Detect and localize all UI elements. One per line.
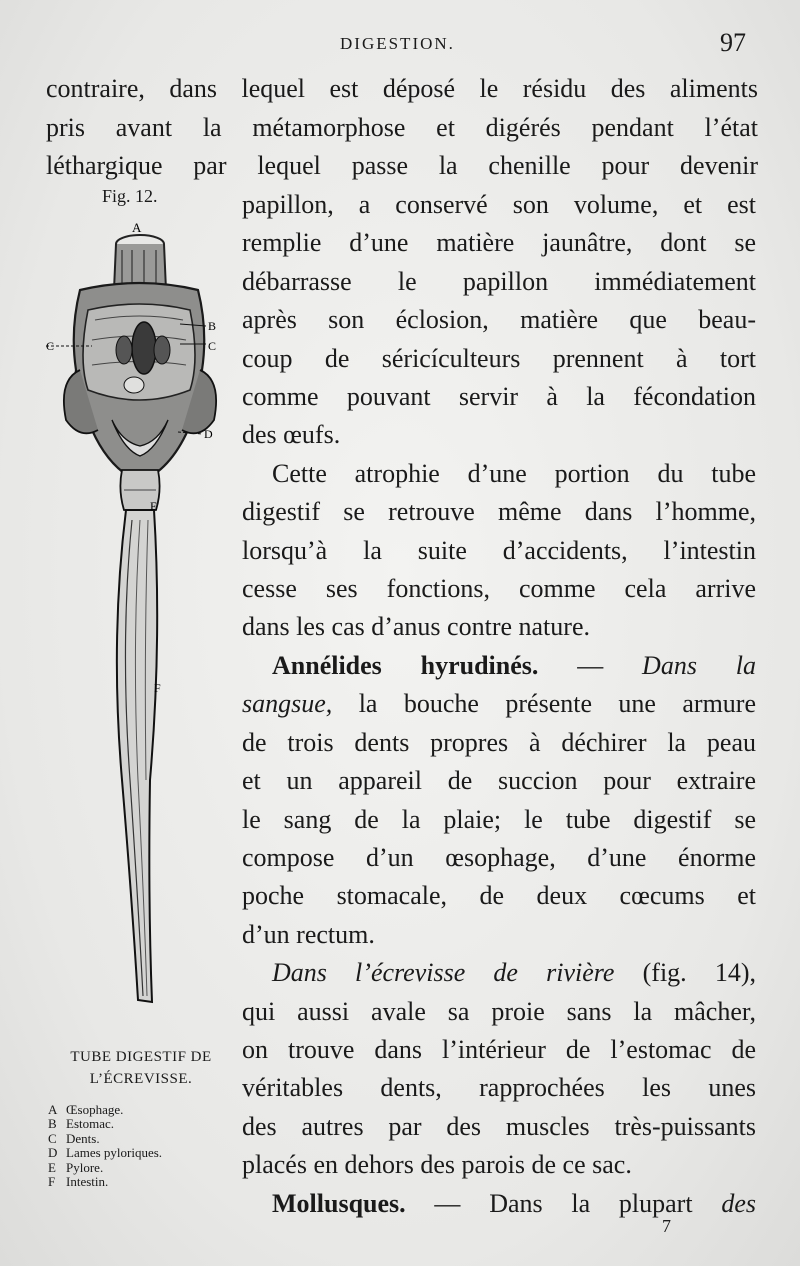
legend-text: Estomac. xyxy=(66,1116,115,1132)
legend-row xyxy=(48,1117,162,1131)
italic-text: Dans l’écrevisse de rivière xyxy=(272,958,615,988)
legend-key: A xyxy=(48,1102,58,1117)
digestive-tube-drawing xyxy=(40,220,240,1020)
text-line: léthargique par lequel passe la chenille pour devenir xyxy=(46,151,758,180)
text-line: digestif se retrouve même dans l’homme, xyxy=(242,497,756,527)
text-line: cesse ses fonctions, comme cela arrive xyxy=(242,574,756,604)
legend-key: C xyxy=(48,1130,57,1146)
page-number: 97 xyxy=(720,28,746,57)
legend-key: B xyxy=(48,1116,57,1132)
full-width-text xyxy=(46,70,758,186)
legend-key: F xyxy=(48,1174,56,1190)
text-line: contraire, dans lequel est déposé le résidu des aliments xyxy=(46,74,758,103)
legend-row xyxy=(48,1146,162,1160)
em-dash: — xyxy=(538,650,643,680)
legend-key: E xyxy=(48,1159,56,1175)
paragraph-start-line: Cette atrophie d’une portion du tube xyxy=(272,458,756,488)
legend-row xyxy=(48,1132,162,1146)
text-line: d’un rectum. xyxy=(242,919,375,949)
section-heading-line xyxy=(242,1185,756,1223)
text-line: papillon, a conservé son volume, et est xyxy=(242,190,756,219)
section-heading-line xyxy=(242,647,756,685)
text-line: coup de séricículteurs prennent à tort xyxy=(242,343,756,373)
legend-row xyxy=(48,1103,162,1117)
text-line: lorsqu’à la suite d’accidents, l’intestin xyxy=(242,535,756,565)
running-header xyxy=(0,28,800,62)
figure-label: Fig. 12. xyxy=(102,186,158,206)
text-line: le sang de la plaie; le tube digestif se xyxy=(242,804,756,834)
text-line: véritables dents, rapprochées les unes xyxy=(242,1073,756,1103)
text-line: pris avant la métamorphose et digérés pendant l’état xyxy=(46,112,758,142)
legend-text: Dents. xyxy=(66,1130,100,1146)
text-line: comme pouvant servir à la fécondation xyxy=(242,382,756,412)
section-heading-annelides: Annélides hyrudinés. xyxy=(272,650,539,680)
signature-mark: 7 xyxy=(662,1216,671,1236)
text-line: compose d’un œsophage, d’une énorme xyxy=(242,842,756,872)
text-line: et un appareil de succion pour extraire xyxy=(242,766,756,796)
italic-text: des xyxy=(721,1188,756,1218)
text-run: — Dans la plupart xyxy=(405,1188,722,1218)
figure-marker-e: E xyxy=(150,499,158,513)
italic-text: Dans la xyxy=(642,650,756,680)
legend-row xyxy=(48,1161,162,1175)
figure-marker-c-left: C xyxy=(46,339,55,353)
text-run: (fig. 14), xyxy=(614,958,756,988)
text-line: qui aussi avale sa proie sans la mâcher, xyxy=(242,996,756,1026)
text-line: remplie d’une matière jaunâtre, dont se xyxy=(242,228,756,258)
figure-marker-f: F xyxy=(154,681,161,695)
text-line: dans les cas d’anus contre nature. xyxy=(242,612,590,642)
legend-text: Lames pyloriques. xyxy=(66,1145,163,1161)
text-line: on trouve dans l’intérieur de l’estomac de xyxy=(242,1034,756,1064)
caption-line: TUBE DIGESTIF DE xyxy=(70,1049,212,1065)
italic-text: sangsue, xyxy=(242,689,333,719)
legend-text: Pylore. xyxy=(66,1159,104,1175)
section-heading-mollusques: Mollusques. xyxy=(272,1188,406,1218)
legend-text: Intestin. xyxy=(66,1174,109,1190)
text-line: des œufs. xyxy=(242,420,341,450)
figure-marker-c-right: C xyxy=(208,339,217,353)
figure-marker-d: D xyxy=(204,427,213,441)
running-title: DIGESTION. xyxy=(340,34,455,53)
column-text xyxy=(242,186,756,1223)
text-line: des autres par des muscles très-puissants xyxy=(242,1111,756,1141)
text-line: débarrasse le papillon immédiatement xyxy=(242,266,756,296)
text-line: placés en dehors des parois de ce sac. xyxy=(242,1150,632,1180)
crayfish-digestive-tube-illustration xyxy=(40,220,240,1020)
text-line: après son éclosion, matière que beau- xyxy=(242,305,756,335)
figure-marker-a: A xyxy=(132,220,142,235)
legend-text: Œsophage. xyxy=(66,1102,124,1117)
text-line: poche stomacale, de deux cœcums et xyxy=(242,881,756,911)
legend-key: D xyxy=(48,1145,58,1161)
figure-caption-title xyxy=(46,1046,236,1090)
text-line xyxy=(242,685,756,723)
figure-legend xyxy=(48,1103,162,1189)
text-run: la bouche présente une armure xyxy=(332,689,756,719)
figure-marker-b: B xyxy=(208,319,217,333)
caption-line: L’ÉCREVISSE. xyxy=(89,1071,193,1087)
paragraph-start-line xyxy=(242,954,756,992)
legend-row xyxy=(48,1175,162,1189)
text-line: de trois dents propres à déchirer la peau xyxy=(242,727,756,757)
